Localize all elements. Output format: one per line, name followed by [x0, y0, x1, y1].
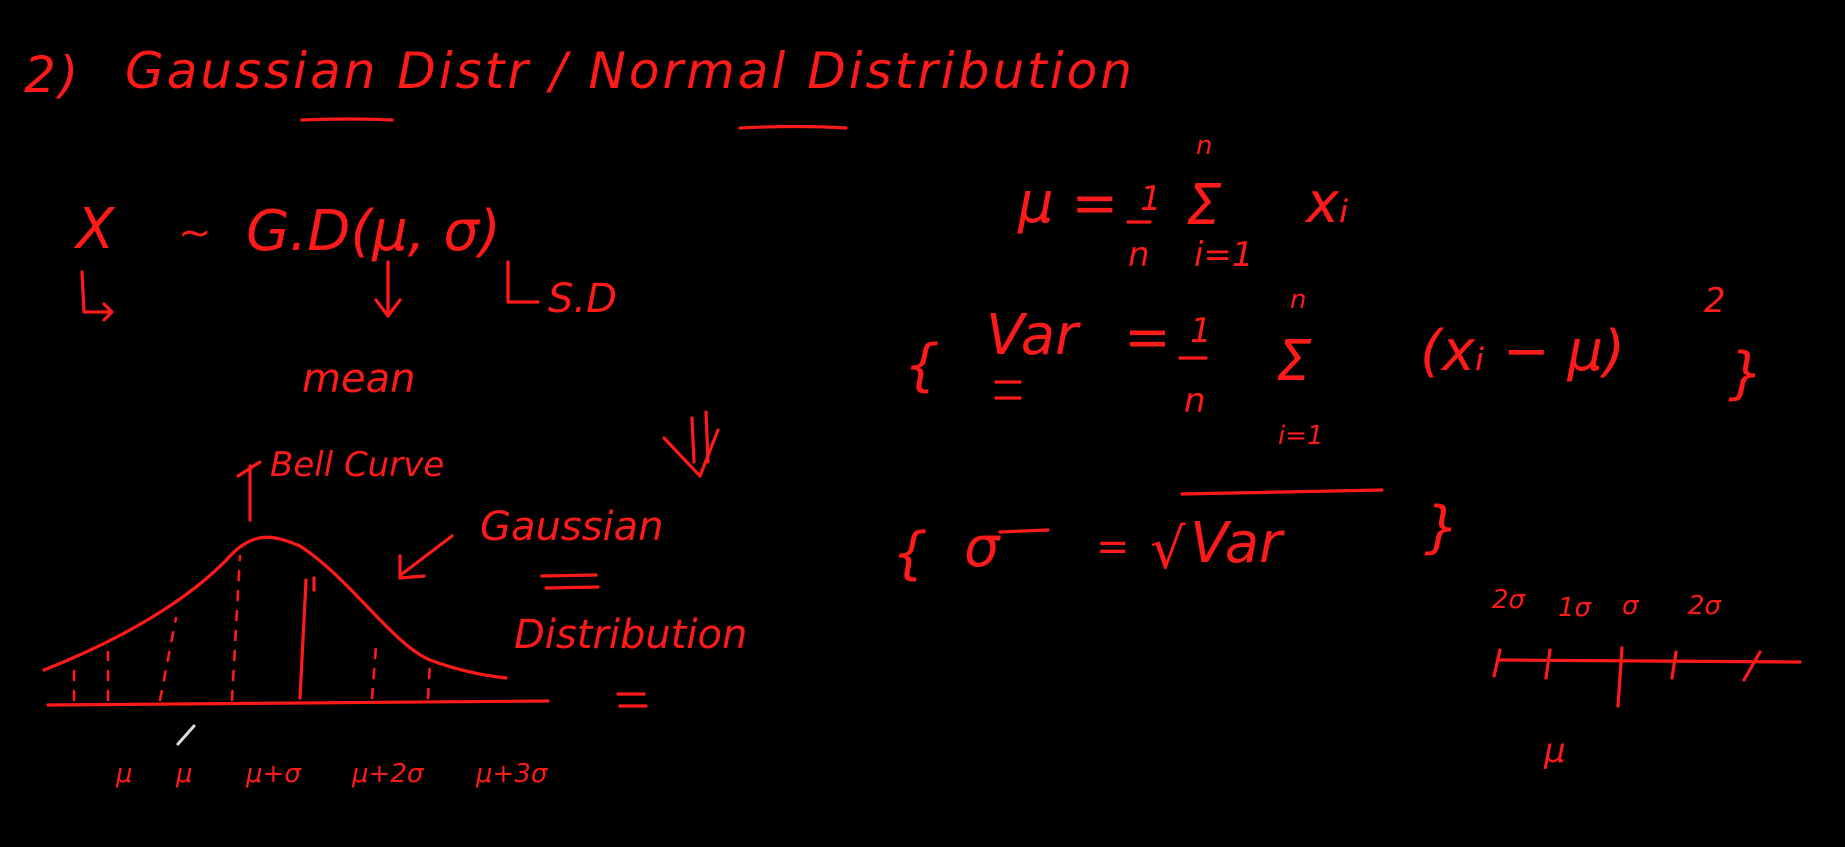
number-line-sketch	[1492, 585, 1800, 771]
axis-tick-label: μ+σ	[246, 759, 301, 789]
mean-formula	[1017, 131, 1349, 275]
var-exponent: 2	[1704, 281, 1726, 321]
implies-line-1	[692, 418, 694, 462]
mean-frac-num: 1	[1140, 179, 1162, 219]
sd-label: S.D	[548, 276, 617, 322]
gaussian-pointer-arrow	[402, 536, 452, 574]
var-sum-upper: n	[1290, 285, 1307, 315]
variance-formula	[904, 281, 1764, 451]
sd-sigma-bar	[1000, 530, 1048, 532]
sd-brace-close: }	[1424, 495, 1460, 560]
gd-expression: G.D(μ, σ)	[246, 199, 501, 264]
mean-label: mean	[302, 356, 416, 402]
var-sum-symbol: Σ	[1276, 329, 1312, 394]
mean-formula-lhs: μ =	[1018, 171, 1119, 236]
notation-block	[73, 197, 718, 476]
implies-arrowhead	[664, 430, 718, 476]
title-number: 2)	[24, 46, 82, 104]
sd-formula	[892, 490, 1460, 586]
title-line	[24, 42, 1135, 128]
sd-sigma: σ	[964, 515, 1000, 580]
var-brace-open: {	[904, 333, 940, 398]
mean-sum-symbol: Σ	[1186, 173, 1222, 238]
gaussian-label: Gaussian	[480, 504, 664, 550]
var-sum-lower: i=1	[1278, 421, 1324, 451]
number-line-top-label: σ	[1622, 591, 1639, 621]
distribution-label: Distribution	[514, 612, 748, 658]
number-line-tick	[1618, 648, 1622, 706]
var-lhs: Var	[986, 303, 1079, 368]
curve-sd-line	[232, 556, 240, 700]
curve-sd-line	[160, 618, 176, 700]
sd-sqrt-bar	[1182, 490, 1382, 494]
mean-frac-den: n	[1128, 235, 1150, 275]
axis-tick-label: μ+2σ	[352, 759, 424, 789]
axis-tick-label: μ+3σ	[476, 759, 548, 789]
var-frac-den: n	[1184, 381, 1206, 421]
curve-axis	[48, 701, 548, 705]
number-line-tick	[1546, 650, 1550, 678]
title-underline-distribution	[740, 127, 846, 129]
axis-tick-label: μ	[176, 759, 193, 789]
bell-curve-sketch	[44, 445, 549, 789]
mean-sum-term: xᵢ	[1306, 171, 1350, 236]
gaussian-double-underline	[542, 575, 598, 588]
number-line-top-label: 1σ	[1558, 593, 1592, 623]
bell-curve	[44, 537, 506, 678]
axis-tick-label: μ	[116, 759, 133, 789]
random-variable: X	[76, 197, 115, 262]
number-line-top-label: 2σ	[1492, 585, 1526, 615]
var-brace-close: }	[1728, 341, 1764, 406]
sd-sqrt: √	[1150, 517, 1186, 582]
sd-equals: =	[1096, 524, 1130, 570]
sd-rhs: Var	[1190, 511, 1283, 576]
number-line-tick	[1672, 652, 1676, 678]
title-underline-gaussian	[302, 119, 392, 120]
number-line-tick	[1744, 652, 1760, 680]
var-frac-num: 1	[1190, 311, 1212, 351]
mean-sum-upper: n	[1196, 131, 1213, 161]
bell-curve-label: Bell Curve	[270, 445, 445, 485]
curve-sd-line	[428, 662, 430, 698]
tilde-symbol: ~	[178, 210, 212, 256]
pen-cursor-icon	[178, 726, 194, 744]
title-text: Gaussian Distr / Normal Distribution	[125, 42, 1135, 100]
number-line-mu: μ	[1544, 731, 1566, 771]
sd-bracket	[508, 262, 538, 302]
mean-sum-lower: i=1	[1194, 235, 1254, 275]
number-line-tick	[1494, 650, 1500, 676]
bell-curve-pointer	[238, 462, 260, 520]
var-equals: =	[1124, 305, 1171, 370]
sd-brace-open: {	[892, 521, 928, 586]
curve-sd-line	[300, 578, 314, 698]
curve-sd-line	[372, 646, 376, 698]
distribution-double-underline	[618, 694, 646, 706]
gaussian-distribution-label	[400, 504, 747, 706]
var-term: (xᵢ − μ)	[1420, 319, 1625, 384]
var-double-underline	[996, 382, 1020, 398]
number-line-top-label: 2σ	[1688, 591, 1722, 621]
